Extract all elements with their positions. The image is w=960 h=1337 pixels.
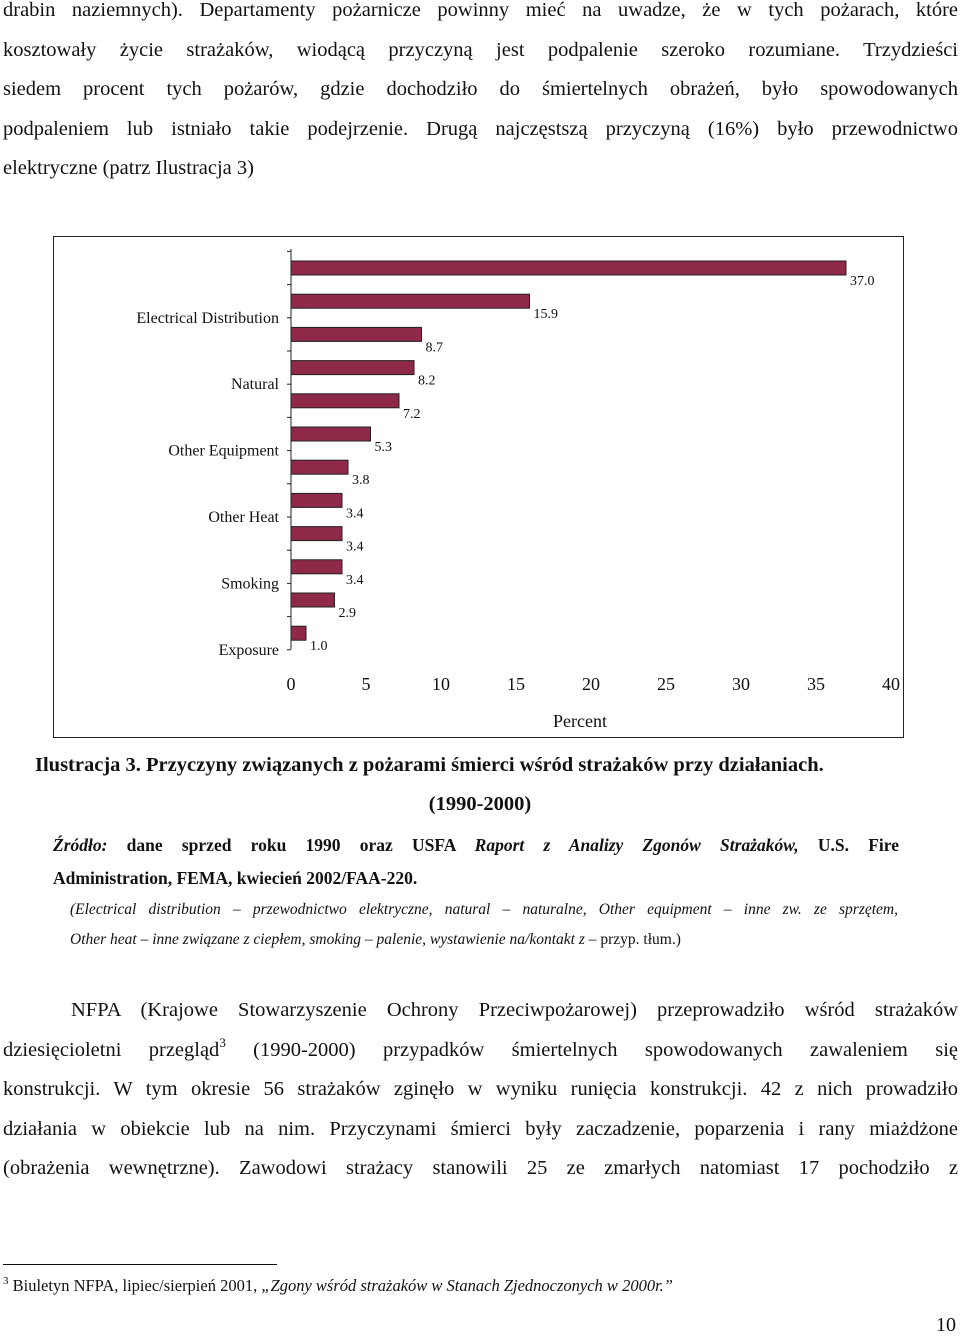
x-tick-label: 5 — [361, 674, 371, 694]
chart-bar — [291, 493, 342, 507]
chart-bar — [291, 460, 348, 474]
category-label: Natural — [231, 376, 279, 394]
bar-value-label: 8.7 — [425, 340, 443, 356]
category-label: Smoking — [221, 575, 279, 593]
bar-value-label: 3.4 — [346, 572, 364, 588]
chart-bar — [291, 527, 342, 541]
figure-caption-years: (1990-2000) — [428, 793, 532, 815]
paragraph-line: siedem procent tych pożarów, gdzie dochodziło do śmiertelnych obrażeń, było spowodowanych — [3, 78, 958, 101]
x-tick-label: 10 — [432, 674, 450, 694]
chart-bar — [291, 261, 846, 275]
figure-source — [53, 829, 899, 895]
chart-bar — [291, 626, 306, 640]
x-tick-label: 20 — [582, 674, 600, 694]
bar-value-label: 3.4 — [346, 539, 364, 555]
paragraph-line: działania w obiekcie lub na nim. Przyczynami śmierci były zaczadzenie, poparzenia i rany miażdżone — [3, 1117, 958, 1140]
paragraph-line: podpaleniem lub istniało takie podejrzenie. Drugą najczęstszą przyczyną (16%) było przewodnictwo — [3, 117, 958, 140]
chart-figure — [53, 236, 904, 738]
translation-note-line-2 — [70, 925, 898, 955]
bar-value-label: 2.9 — [338, 606, 356, 621]
translation-note — [70, 895, 898, 955]
bar-value-label: 15.9 — [533, 307, 558, 323]
bar-chart — [54, 237, 905, 739]
paragraph-line: NFPA (Krajowe Stowarzyszenie Ochrony Przeciwpożarowej) przeprowadziło wśród strażaków — [71, 999, 958, 1021]
paragraph-line: (obrażenia wewnętrzne). Zawodowi strażacy stanowili 25 ze zmarłych natomiast 17 pochodziło z — [3, 1157, 958, 1180]
source-line — [53, 829, 899, 862]
source-label: Źródło: — [53, 835, 108, 855]
x-tick-label: 40 — [882, 674, 900, 694]
paragraph-text: (1990-2000) przypadków śmiertelnych spowodowanych zawaleniem się — [225, 1038, 958, 1061]
footnote-text: Biuletyn NFPA, lipiec/sierpień 2001, — [8, 1276, 262, 1295]
x-axis-title: Percent — [553, 711, 607, 731]
bar-value-label: 8.2 — [418, 373, 436, 389]
second-paragraph — [3, 991, 958, 1189]
category-label: Exposure — [218, 641, 279, 659]
footnote-number: 3 — [3, 1275, 9, 1287]
chart-bar — [291, 361, 414, 375]
bar-value-label: 3.8 — [352, 473, 370, 489]
x-tick-label: 25 — [657, 674, 675, 694]
chart-bar — [291, 593, 335, 607]
category-label: Other Equipment — [168, 442, 279, 460]
footnote-divider — [3, 1264, 277, 1265]
translation-note-italic: Other heat – inne związane z ciepłem, smoking – palenie, wystawienie na/kontakt z — [70, 931, 585, 948]
top-paragraph — [3, 0, 958, 189]
paragraph-line: kosztowały życie strażaków, wiodącą przyczyną jest podpalenie szeroko rozumiane. Trzydzieści — [3, 38, 958, 61]
figure-caption-title: Ilustracja 3. Przyczyny związanych z pożarami śmierci wśród strażaków przy działaniach. — [35, 754, 824, 776]
chart-bar — [291, 294, 530, 308]
footnote-reference[interactable]: 3 — [219, 1034, 226, 1050]
source-line-2: Administration, FEMA, kwiecień 2002/FAA-220. — [53, 868, 418, 888]
x-tick-label: 35 — [807, 674, 825, 694]
paragraph-line: konstrukcji. W tym okresie 56 strażaków zginęło w wyniku runięcia konstrukcji. 42 z nich prowadziło — [3, 1078, 958, 1101]
paragraph-line — [3, 1031, 958, 1071]
footnote — [3, 1276, 673, 1296]
chart-bar — [291, 394, 399, 408]
translation-note-line: (Electrical distribution – przewodnictwo elektryczne, natural – naturalne, Other equipment – inne zw. ze sprzętem, — [70, 901, 898, 918]
page-number: 10 — [936, 1314, 956, 1336]
x-tick-label: 15 — [507, 674, 525, 694]
paragraph-text: dziesięcioletni przegląd — [3, 1038, 220, 1061]
bar-value-label: 37.0 — [850, 274, 875, 289]
footnote-title: „Zgony wśród strażaków w Stanach Zjednoczonych w 2000r.” — [261, 1276, 673, 1295]
x-tick-label: 0 — [286, 674, 296, 694]
category-label: Other Heat — [208, 509, 279, 526]
translation-note-upright: – przyp. tłum.) — [584, 931, 681, 948]
paragraph-line: elektryczne (patrz Ilustracja 3) — [3, 157, 254, 180]
source-report-title: Raport z Analizy Zgonów Strażaków, — [474, 835, 799, 855]
x-tick-label: 30 — [732, 674, 750, 694]
bar-value-label: 3.4 — [346, 506, 364, 522]
chart-bar — [291, 560, 342, 574]
bar-value-label: 5.3 — [374, 440, 392, 455]
chart-bar — [291, 327, 422, 341]
paragraph-line: drabin naziemnych). Departamenty pożarnicze powinny mieć na uwadze, że w tych pożarach, które — [3, 0, 958, 21]
chart-bar — [291, 427, 371, 441]
bar-value-label: 7.2 — [403, 406, 421, 422]
source-text: dane sprzed roku 1990 oraz USFA — [107, 835, 475, 855]
source-text-end: U.S. Fire — [798, 835, 899, 855]
bar-value-label: 1.0 — [310, 639, 328, 655]
category-label: Electrical Distribution — [136, 309, 279, 327]
